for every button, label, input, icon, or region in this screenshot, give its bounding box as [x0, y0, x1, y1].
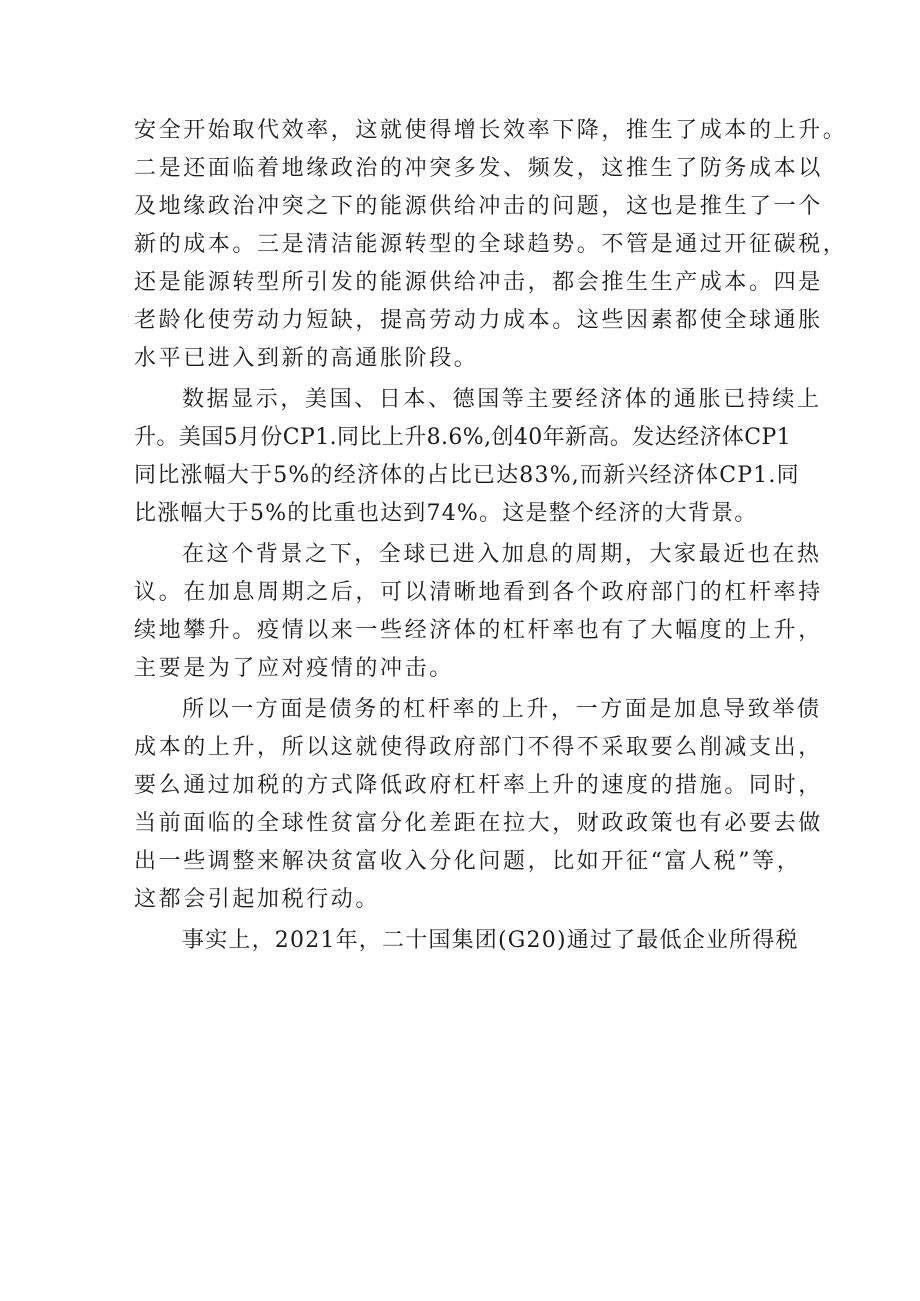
text-line: 当前面临的全球性贫富分化差距在拉大，财政政策也有必要去做 — [134, 811, 823, 836]
text-line: 及地缘政治冲突之下的能源供给冲击的问题，这也是推生了一个 — [134, 194, 823, 219]
text-line: 水平已进入到新的高通胀阶段。 — [134, 346, 479, 371]
text-line: 同比涨幅大于5%的经济体的占比已达83%,而新兴经济体CP1.同 — [134, 463, 800, 488]
text-line: 事实上，2021年，二十国集团(G20)通过了最低企业所得税 — [182, 928, 799, 953]
text-line: 这都会引起加税行动。 — [134, 887, 381, 912]
text-line: 续地攀升。疫情以来一些经济体的杠杆率也有了大幅度的上升， — [134, 618, 823, 643]
text-line: 还是能源转型所引发的能源供给冲击，都会推生生产成本。四是 — [134, 270, 823, 295]
text-line: 所以一方面是债务的杠杆率的上升，一方面是加息导致举债 — [182, 697, 822, 722]
paragraph-2 — [134, 381, 822, 533]
paragraph-4 — [134, 691, 823, 919]
paragraph-5 — [134, 922, 799, 960]
text-line: 升。美国5月份CP1.同比上升8.6%,创40年新高。发达经济体CP1 — [134, 425, 792, 450]
text-line: 主要是为了应对疫情的冲击。 — [134, 656, 454, 681]
text-line: 新的成本。三是清洁能源转型的全球趋势。不管是通过开征碳税， — [134, 232, 848, 257]
text-line: 出一些调整来解决贫富收入分化问题，比如开征“富人税”等， — [134, 849, 802, 874]
text-line: 比涨幅大于5%的比重也达到74%。这是整个经济的大背景。 — [134, 501, 758, 526]
text-line: 安全开始取代效率，这就使得增长效率下降，推生了成本的上升。 — [134, 118, 848, 143]
text-line: 成本的上升，所以这就使得政府部门不得不采取要么削减支出， — [134, 735, 823, 760]
text-line: 在这个背景之下，全球已进入加息的周期，大家最近也在热 — [182, 542, 822, 567]
text-line: 老龄化使劳动力短缺，提高劳动力成本。这些因素都使全球通胀 — [134, 308, 823, 333]
text-line: 数据显示，美国、日本、德国等主要经济体的通胀已持续上 — [182, 387, 822, 412]
text-line: 议。在加息周期之后，可以清晰地看到各个政府部门的杠杆率持 — [134, 580, 823, 605]
text-line: 二是还面临着地缘政治的冲突多发、频发，这推生了防务成本以 — [134, 156, 823, 181]
paragraph-1 — [134, 112, 848, 378]
document-body — [134, 112, 848, 960]
paragraph-3 — [134, 536, 823, 688]
text-line: 要么通过加税的方式降低政府杠杆率上升的速度的措施。同时， — [134, 773, 823, 798]
